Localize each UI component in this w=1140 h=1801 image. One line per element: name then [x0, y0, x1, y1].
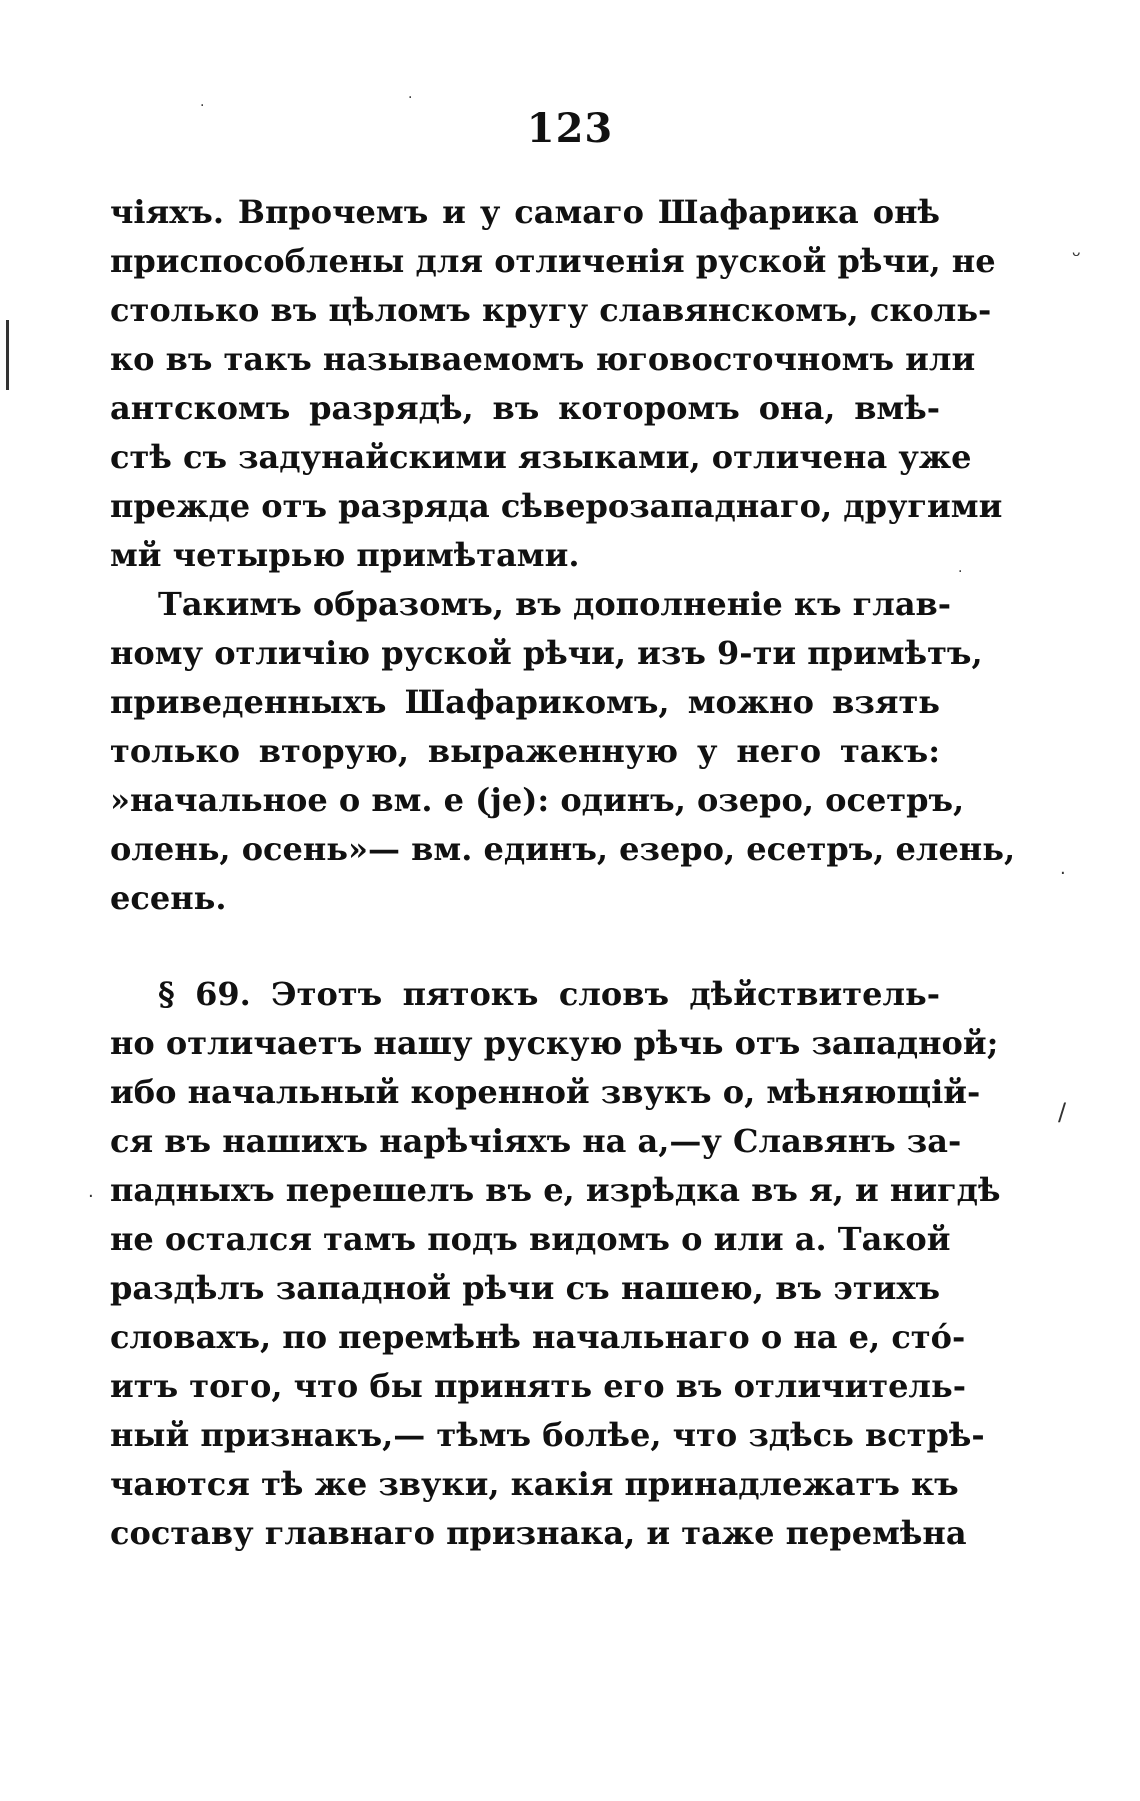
- text-line: § 69. Этотъ пятокъ словъ дѣйствитель-: [158, 975, 940, 1013]
- text-line: чіяхъ. Впрочемъ и у самаго Шафарика онѣ: [110, 193, 940, 231]
- paragraph-3: [110, 970, 1001, 1558]
- text-line: раздѣлъ западной рѣчи съ нашею, въ этихъ: [110, 1269, 940, 1307]
- scan-mark: .: [1060, 858, 1066, 879]
- text-line: приведенныхъ Шафарикомъ, можно взять: [110, 683, 940, 721]
- paragraph-1: [110, 188, 1003, 580]
- text-line: словахъ, по перемѣнѣ начальнаго о на е, сто́-: [110, 1318, 966, 1356]
- scan-mark: /: [1058, 1098, 1067, 1126]
- page-number: 123: [526, 105, 614, 152]
- text-line: прежде отъ разряда сѣверозападнаго, другими: [110, 487, 1003, 525]
- text-line: приспособлены для отличенія руской рѣчи, не: [110, 242, 996, 280]
- text-line: столько въ цѣломъ кругу славянскомъ, сколь-: [110, 291, 992, 329]
- text-line: ся въ нашихъ нарѣчіяхъ на а,—у Славянъ за-: [110, 1122, 962, 1160]
- text-line: составу главнаго признака, и таже перемѣна: [110, 1514, 967, 1552]
- text-line: олень, осень»— вм. единъ, езеро, есетръ, елень,: [110, 830, 1016, 868]
- scan-mark: [6, 320, 9, 390]
- scan-mark: ·: [200, 98, 205, 114]
- text-line: ко въ такъ называемомъ юговосточномъ или: [110, 340, 976, 378]
- scan-mark: ·: [958, 564, 963, 580]
- text-line: мй четырью примѣтами.: [110, 536, 580, 574]
- text-line: не остался тамъ подъ видомъ о или а. Такой: [110, 1220, 951, 1258]
- scan-mark: ᵕ: [1072, 244, 1082, 269]
- text-line: падныхъ перешелъ въ е, изрѣдка въ я, и нигдѣ: [110, 1171, 1001, 1209]
- text-line: »начальное о вм. е (je): одинъ, озеро, осетръ,: [110, 781, 965, 819]
- text-line: антскомъ разрядѣ, въ которомъ она, вмѣ-: [110, 389, 940, 427]
- text-line: только вторую, выраженную у него такъ:: [110, 732, 940, 770]
- text-line: но отличаетъ нашу рускую рѣчь отъ западной;: [110, 1024, 999, 1062]
- scan-mark: ·: [408, 90, 413, 106]
- text-line: ный признакъ,— тѣмъ болѣе, что здѣсь встрѣ-: [110, 1416, 985, 1454]
- text-line: ибо начальный коренной звукъ о, мѣняющій-: [110, 1073, 981, 1111]
- text-line: ному отличію руской рѣчи, изъ 9-ти примѣтъ,: [110, 634, 983, 672]
- text-line: чаются тѣ же звуки, какія принадлежатъ къ: [110, 1465, 959, 1503]
- paragraph-2: [110, 580, 1016, 923]
- text-line: стѣ съ задунайскими языками, отличена уже: [110, 438, 972, 476]
- text-line: есень.: [110, 879, 227, 917]
- text-line: итъ того, что бы принять его въ отличитель-: [110, 1367, 966, 1405]
- scan-mark: ·: [88, 1186, 94, 1207]
- text-line: Такимъ образомъ, въ дополненіе къ глав-: [158, 585, 952, 623]
